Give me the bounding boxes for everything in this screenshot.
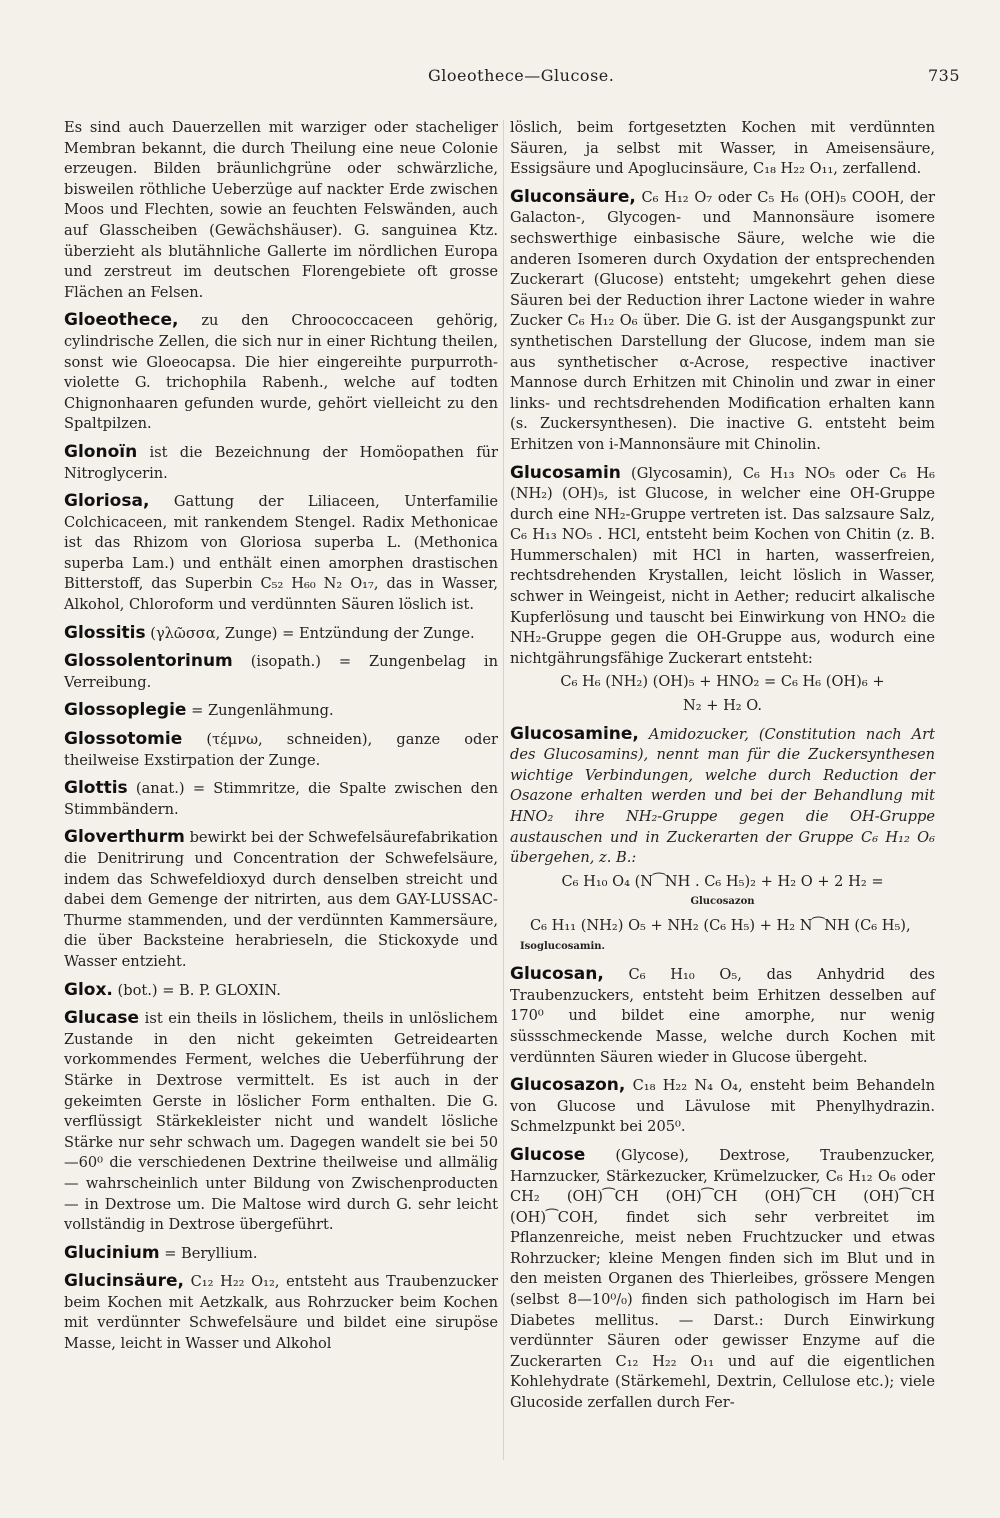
entry-body: (anat.) = Stimmritze, die Spalte zwischen den Stimmbändern.	[64, 780, 499, 818]
chemical-equation-continuation: C₆ H₁₁ (NH₂) O₅ + NH₂ (C₆ H₅) + H₂ N⁀NH (C₆ H₅),	[530, 916, 911, 934]
entry-headword: Glossolentorinum	[64, 651, 233, 672]
entry-body: Es sind auch Dauerzellen mit warziger oder stacheliger Membran bekannt, die durch Theilung eine neue Colonie erzeugen. Bilden bräunlichgrüne oder schwärzliche, bisweilen röthliche Ueberzüge auf nackter Erde zwischen Moos und Flechten, sowie an feuchten Felswänden, auch auf Glasscheiben (Gewächshäuser). G. sanguinea Ktz. überzieht als blutähnliche Gallerte im nördlichen Europa und zerstreut im deutschen Florengebiete oft grosse Flächen an Felsen.	[64, 119, 498, 301]
entry-body: (bot.) = B. P. GLOXIN.	[117, 981, 281, 999]
entry-body: ist ein theils in löslichem, theils in unlöslichem Zustande in den nicht gekeimten Getreidearten vorkommendes Ferment, welches die Ueberführung der Stärke in Dextrose vermittelt. Es ist auch in der gekeimten Gerste in löslicher Form enthalten. Die G. verflüssigt Stärkekleister nicht und wandelt lösliche Stärke nur sehr schwach um. Dagegen wandelt sie bei 50—60⁰ die verschiedenen Dextrine theilweise und allmälig — wahrscheinlich unter Bildung von Zwischenproducten — in Dextrose um. Die Maltose wird durch G. sehr leicht vollständig in Dextrose übergeführt.	[64, 1010, 499, 1234]
entry-headword: Glucase	[64, 1008, 140, 1029]
entry-body: C₆ H₁₂ O₇ oder C₅ H₆ (OH)₅ COOH, der Galacton-, Glycogen- und Mannonsäure isomere sechswerthige einbasische Säure, welche wie die anderen Isomeren durch Oxydation der entsprechenden Zuckerart (Glucose) entsteht; umgekehrt gehen diese Säuren bei der Reduction ihrer Lactone wieder in wahre Zucker C₆ H₁₂ O₆ über. Die G. ist der Ausgangspunkt zur synthetischen Darstellung der Glucose, indem man sie aus synthetischer α-Acrose, respective inactiver Mannose durch Erhitzen mit Chinolin und zwar in einer links- und rechtsdrehenden Modification erhalten kann (s. Zuckersynthesen). Die inactive G. entsteht beim Erhitzen von i-Mannonsäure mit Chinolin.	[510, 188, 935, 453]
entry-headword: Glucosan,	[510, 964, 604, 985]
entry-headword: Glucose	[510, 1144, 586, 1165]
entry-body: = Zungenlähmung.	[191, 702, 334, 720]
entry-glottis	[64, 778, 498, 820]
entry-headword: Glonoïn	[64, 441, 138, 462]
entry-glucosazon	[510, 1075, 935, 1138]
chemical-equation: C₆ H₆ (NH₂) (OH)₅ + HNO₂ = C₆ H₆ (OH)₆ +	[560, 673, 885, 691]
entry-gloriosa	[64, 491, 498, 616]
entry-headword: Glucosamine,	[510, 723, 639, 744]
entry-headword: Glox.	[64, 979, 113, 1000]
entry-glucinsaeure	[64, 1271, 498, 1354]
formula-label: Glucosazon	[690, 896, 755, 908]
entry-headword: Glucosamin	[510, 462, 621, 483]
entry-headword: Glossotomie	[64, 729, 183, 750]
entry-body: Gattung der Liliaceen, Unterfamilie Colchicaceen, mit rankendem Stengel. Radix Methonicae ist das Rhizom von Gloriosa superba L. (Methonica superba Lam.) und enthält einen amorphen drastischen Bitterstoff, das Superbin C₅₂ H₆₀ N₂ O₁₇, das in Wasser, Alkohol, Chloroform und verdünnten Säuren löslich ist.	[64, 493, 499, 614]
entry-glox	[64, 980, 498, 1002]
entry-gluconsaeure	[510, 187, 935, 456]
entry-glossotomie	[64, 729, 498, 771]
entry-intro-continuation	[64, 118, 498, 303]
entry-glucose	[510, 1145, 935, 1414]
entry-body: bewirkt bei der Schwefelsäurefabrikation die Denitrirung und Concentration der Schwefelsäure, indem das Schwefeldioxyd durch denselben streicht und dabei dem Gemenge der nitrirten, aus dem GAY-LUSSAC-Thurme stammenden, und der verdünnten Kammersäure, die über Backsteine herabrieseln, die Stickoxyde und Wasser entzieht.	[64, 829, 498, 970]
entry-glucosamine	[510, 724, 935, 958]
column-divider	[503, 120, 504, 1460]
entry-body: löslich, beim fortgesetzten Kochen mit verdünnten Säuren, ja selbst mit Wasser, in Ameisensäure, Essigsäure und Apoglucinsäure, C₁₈ H₂₂ O₁₁, zerfallend.	[510, 119, 935, 178]
entry-headword: Glucinium	[64, 1242, 160, 1263]
entry-headword: Gloverthurm	[64, 827, 185, 848]
page-number: 735	[928, 66, 961, 85]
entry-glossoplegie	[64, 700, 498, 722]
chemical-equation-continuation: N₂ + H₂ O.	[682, 697, 763, 715]
formula-label: Isoglucosamin.	[520, 940, 606, 952]
entry-body: C₆ H₁₀ O₅, das Anhydrid des Traubenzuckers, entsteht beim Erhitzen desselben auf 170⁰ und bildet eine amorphe, nur wenig süssschmeckende Masse, welche durch Kochen mit verdünnten Säuren wieder in Glucose übergeht.	[510, 966, 935, 1066]
entry-glucase	[64, 1008, 498, 1236]
entry-glucinsaeure-continuation	[510, 118, 935, 180]
entry-headword: Glossoplegie	[64, 700, 187, 721]
chemical-equation: C₆ H₁₀ O₄ (N⁀NH . C₆ H₅)₂ + H₂ O + 2 H₂ =	[561, 872, 884, 890]
entry-headword: Glucosazon,	[510, 1075, 626, 1096]
entry-body: Amidozucker, (Constitution nach Art des Glucosamins), nennt man für die Zuckersynthesen wichtige Verbindungen, welche durch Reduction der Osazone erhalten werden und bei der Behandlung mit HNO₂ ihre NH₂-Gruppe gegen die OH-Gruppe austauschen und in Zuckerarten der Gruppe C₆ H₁₂ O₆ übergehen, z. B.:	[510, 725, 935, 867]
entry-body: = Beryllium.	[164, 1244, 258, 1262]
entry-body: ist die Bezeichnung der Homöopathen für Nitroglycerin.	[64, 443, 499, 482]
entry-headword: Gloriosa,	[64, 491, 150, 512]
left-column	[64, 118, 498, 1362]
entry-body: (γλῶσσα, Zunge) = Entzündung der Zunge.	[150, 624, 475, 642]
running-title: Gloeothece—Glucose.	[428, 66, 615, 85]
entry-glucinium	[64, 1243, 498, 1265]
entry-glucosan	[510, 964, 935, 1068]
entry-headword: Glossitis	[64, 622, 146, 643]
entry-glossitis	[64, 623, 498, 645]
entry-glucosamin	[510, 463, 935, 717]
entry-body: C₁₂ H₂₂ O₁₂, entsteht aus Traubenzucker beim Kochen mit Aetzkalk, aus Rohrzucker beim Kochen mit verdünnter Schwefelsäure und bildet eine sirupöse Masse, leicht in Wasser und Alkohol	[64, 1273, 498, 1353]
entry-glonoin	[64, 442, 498, 484]
entry-headword: Glottis	[64, 778, 128, 799]
entry-glossolentorinum	[64, 651, 498, 693]
entry-gloeothece	[64, 310, 498, 435]
right-column	[510, 118, 935, 1421]
entry-body: zu den Chroococcaceen gehörig, cylindrische Zellen, die sich nur in einer Richtung theilen, sonst wie Gloeocapsa. Die hier eingereihte purpurroth-violette G. trichophila Rabenh., welche auf todten Chignonhaaren gefunden wurde, gehört vielleicht zu den Spaltpilzen.	[64, 312, 499, 433]
entry-headword: Gluconsäure,	[510, 186, 636, 207]
entry-headword: Glucinsäure,	[64, 1271, 184, 1292]
entry-body: (τέμνω, schneiden), ganze oder theilweise Exstirpation der Zunge.	[64, 731, 499, 769]
entry-body: C₁₈ H₂₂ N₄ O₄, ensteht beim Behandeln von Glucose und Lävulose mit Phenylhydrazin. Schmelzpunkt bei 205⁰.	[510, 1077, 935, 1136]
entry-headword: Gloeothece,	[64, 310, 179, 331]
entry-body: (Glycosamin), C₆ H₁₃ NO₅ oder C₆ H₆ (NH₂) (OH)₅, ist Glucose, in welcher eine OH-Gruppe durch eine NH₂-Gruppe vertreten ist. Das salzsaure Salz, C₆ H₁₃ NO₅ . HCl, entsteht beim Kochen von Chitin (z. B. Hummerschalen) mit HCl in harten, wasserfreien, rechtsdrehenden Krystallen, leicht löslich in Wasser, schwer in Weingeist, nicht in Aether; reducirt alkalische Kupferlösung und tauscht bei Einwirkung von HNO₂ die NH₂-Gruppe gegen die OH-Gruppe aus, wodurch eine nichtgährungsfähige Zuckerart entsteht:	[510, 464, 936, 667]
entry-gloverthurm	[64, 827, 498, 972]
entry-body: (isopath.) = Zungenbelag in Verreibung.	[64, 653, 499, 691]
entry-body: (Glycose), Dextrose, Traubenzucker, Harnzucker, Stärkezucker, Krümelzucker, C₆ H₁₂ O₆ oder CH₂ (OH)⁀CH (OH)⁀CH (OH)⁀CH (OH)⁀CH (OH)⁀COH, findet sich sehr verbreitet im Pflanzenreiche, meist neben Fruchtzucker und etwas Rohrzucker; kleine Mengen finden sich im Blut und in den meisten Organen des Thierleibes, grössere Mengen (selbst 8—10⁰/₀) finden sich pathologisch im Harn bei Diabetes mellitus. — Darst.: Durch Einwirkung verdünnter Säuren oder gewisser Enzyme auf die Zuckerarten C₁₂ H₂₂ O₁₁ und auf die eigentlichen Kohlehydrate (Stärkemehl, Dextrin, Cellulose etc.); viele Glucoside zerfallen durch Fer-	[510, 1146, 936, 1412]
page-header	[0, 66, 1000, 90]
